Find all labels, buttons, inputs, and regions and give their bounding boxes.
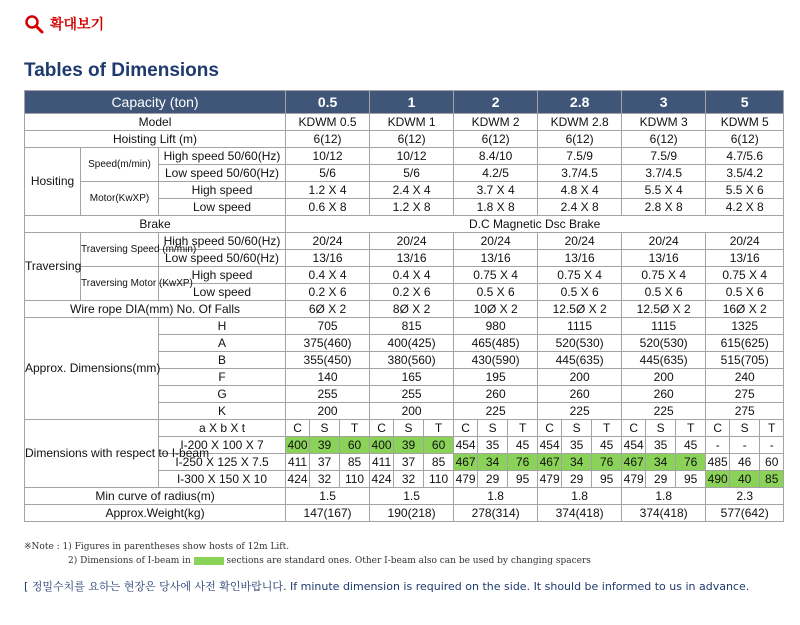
beam-value: 424 [371, 471, 392, 486]
beam-value: 39 [394, 437, 424, 454]
capacity-header: 2 [454, 91, 538, 114]
beam-value: 37 [310, 454, 340, 471]
dimension-label: G [159, 386, 286, 403]
value-cell: 2.8 X 8 [622, 199, 706, 216]
cst-header: T [676, 420, 706, 437]
value-cell: 20/24 [706, 233, 784, 250]
value-cell: 0.75 X 4 [538, 267, 622, 284]
cst-header: S [562, 420, 592, 437]
value-cell: 5.5 X 6 [706, 182, 784, 199]
table-row [25, 505, 784, 522]
beam-value: 29 [646, 471, 676, 488]
capacity-header: 2.8 [538, 91, 622, 114]
dimension-value: 195 [454, 369, 538, 386]
value-cell: 16Ø X 2 [706, 301, 784, 318]
dimension-value: 255 [286, 386, 370, 403]
dimension-value: 980 [454, 318, 538, 335]
value-cell: 20/24 [538, 233, 622, 250]
approx-dimensions-label: Approx. Dimensions(mm) [25, 318, 159, 420]
speed-label: Speed(m/min) [81, 148, 159, 182]
dimension-value: 225 [454, 403, 538, 420]
value-cell: 0.6 X 8 [286, 199, 370, 216]
beam-value: 34 [646, 454, 676, 471]
dimension-value: 1325 [706, 318, 784, 335]
dimension-value: 430(590) [454, 352, 538, 369]
beam-value: 35 [646, 437, 676, 454]
value-cell: 1.5 [370, 488, 454, 505]
low-speed-label: Low speed [159, 199, 286, 216]
capacity-header: 0.5 [286, 91, 370, 114]
table-row [25, 114, 784, 131]
traversing-motor-label: Traversing Motor (KwXP) [81, 267, 159, 301]
dimension-label: H [159, 318, 286, 335]
dimension-value: 380(560) [370, 352, 454, 369]
dimension-value: 200 [538, 369, 622, 386]
value-cell: 3.5/4.2 [706, 165, 784, 182]
beam-value: 34 [478, 454, 508, 471]
beam-value: 37 [394, 454, 424, 471]
cst-header: S [478, 420, 508, 437]
model-cell: KDWM 2 [454, 114, 538, 131]
beam-value: 60 [760, 454, 784, 471]
dimension-value: 375(460) [286, 335, 370, 352]
zoom-view-button[interactable] [24, 14, 104, 34]
note-2-part-a: 2) Dimensions of I-beam in [68, 556, 191, 566]
value-cell: 13/16 [370, 250, 454, 267]
beam-value: 467 [539, 454, 560, 469]
model-cell: KDWM 5 [706, 114, 784, 131]
dimension-value: 445(635) [622, 352, 706, 369]
value-cell: 6(12) [454, 131, 538, 148]
dimension-value: 1115 [538, 318, 622, 335]
beam-value: 35 [478, 437, 508, 454]
value-cell: 13/16 [622, 250, 706, 267]
dimension-value: 275 [706, 386, 784, 403]
value-cell: 0.5 X 6 [538, 284, 622, 301]
model-cell: KDWM 0.5 [286, 114, 370, 131]
dimension-value: 240 [706, 369, 784, 386]
beam-value: 454 [455, 437, 476, 452]
value-cell: 7.5/9 [622, 148, 706, 165]
low-speed-label: Low speed [159, 284, 286, 301]
dimension-label: K [159, 403, 286, 420]
beam-value: 34 [562, 454, 592, 471]
table-row [25, 131, 784, 148]
beam-value: 479 [455, 471, 476, 486]
dimension-value: 520(530) [622, 335, 706, 352]
dimension-value: 165 [370, 369, 454, 386]
brake-label: Brake [25, 216, 286, 233]
value-cell: 3.7/4.5 [622, 165, 706, 182]
value-cell: 1.5 [286, 488, 370, 505]
dimension-value: 445(635) [538, 352, 622, 369]
cst-header: T [424, 420, 454, 437]
value-cell: 10/12 [370, 148, 454, 165]
dimension-value: 200 [286, 403, 370, 420]
value-cell: 20/24 [454, 233, 538, 250]
value-cell: 12.5Ø X 2 [622, 301, 706, 318]
value-cell: 3.7/4.5 [538, 165, 622, 182]
weight-label: Approx.Weight(kg) [25, 505, 286, 522]
model-cell: KDWM 2.8 [538, 114, 622, 131]
low-speed-label: Low speed 50/60(Hz) [159, 250, 286, 267]
table-row [25, 267, 784, 284]
beam-value: 45 [592, 437, 622, 454]
cst-header: S [394, 420, 424, 437]
value-cell: 374(418) [622, 505, 706, 522]
axbxt-label: a X b X t [159, 420, 286, 437]
high-speed-label: High speed [159, 182, 286, 199]
value-cell: 20/24 [622, 233, 706, 250]
beam-value: 454 [623, 437, 644, 452]
beam-value: 110 [424, 471, 454, 488]
value-cell: 6(12) [538, 131, 622, 148]
value-cell: 2.4 X 4 [370, 182, 454, 199]
value-cell: 10/12 [286, 148, 370, 165]
value-cell: 6(12) [286, 131, 370, 148]
radius-label: Min curve of radius(m) [25, 488, 286, 505]
wire-rope-label: Wire rope DIA(mm) No. Of Falls [25, 301, 286, 318]
cst-header: S [730, 420, 760, 437]
high-speed-label: High speed 50/60(Hz) [159, 148, 286, 165]
value-cell: 6(12) [706, 131, 784, 148]
value-cell: 4.7/5.6 [706, 148, 784, 165]
traversing-group-label: Traversing [25, 233, 81, 301]
beam-value: 46 [730, 454, 760, 471]
value-cell: 4.8 X 4 [538, 182, 622, 199]
page-title: Tables of Dimensions [24, 60, 219, 81]
beam-value: 467 [623, 454, 644, 469]
beam-value: 45 [508, 437, 538, 454]
value-cell: 4.2 X 8 [706, 199, 784, 216]
beam-value: 467 [455, 454, 476, 469]
value-cell: 0.75 X 4 [706, 267, 784, 284]
beam-value: - [730, 437, 760, 454]
beam-value: 85 [760, 471, 784, 488]
beam-value: 95 [508, 471, 538, 488]
beam-value: - [760, 437, 784, 454]
table-row [25, 182, 784, 199]
value-cell: 1.8 [622, 488, 706, 505]
beam-value: 95 [592, 471, 622, 488]
beam-value: 85 [340, 454, 370, 471]
beam-label: I-200 X 100 X 7 [159, 437, 286, 454]
beam-value: - [706, 437, 730, 454]
notes [24, 540, 591, 568]
value-cell: 6(12) [622, 131, 706, 148]
dimension-value: 615(625) [706, 335, 784, 352]
value-cell: 0.4 X 4 [286, 267, 370, 284]
beam-label: I-300 X 150 X 10 [159, 471, 286, 488]
dimension-value: 200 [622, 369, 706, 386]
value-cell: 0.5 X 6 [706, 284, 784, 301]
table-row [25, 301, 784, 318]
beam-value: 110 [340, 471, 370, 488]
beam-value: 424 [287, 471, 308, 486]
dimension-value: 275 [706, 403, 784, 420]
value-cell: 278(314) [454, 505, 538, 522]
highlight-swatch [194, 557, 224, 565]
table-row [25, 318, 784, 335]
traversing-speed-label: Traversing Speed (m/min) [81, 233, 159, 267]
value-cell: 12.5Ø X 2 [538, 301, 622, 318]
beam-label: I-250 X 125 X 7.5 [159, 454, 286, 471]
value-cell: 5.5 X 4 [622, 182, 706, 199]
cst-header: C [538, 420, 562, 437]
value-cell: 13/16 [538, 250, 622, 267]
table-row [25, 420, 784, 437]
hoisting-group-label: Hositing [25, 148, 81, 216]
beam-value: 29 [478, 471, 508, 488]
value-cell: 4.2/5 [454, 165, 538, 182]
table-row [25, 216, 784, 233]
cst-header: C [370, 420, 394, 437]
dimensions-table [24, 90, 784, 522]
model-cell: KDWM 1 [370, 114, 454, 131]
value-cell: 190(218) [370, 505, 454, 522]
beam-value: 60 [424, 437, 454, 454]
dimension-value: 355(450) [286, 352, 370, 369]
value-cell: 0.75 X 4 [622, 267, 706, 284]
table-row [25, 91, 784, 114]
motor-label: Motor(KwXP) [81, 182, 159, 216]
beam-value: 39 [310, 437, 340, 454]
dimension-value: 815 [370, 318, 454, 335]
dimension-value: 255 [370, 386, 454, 403]
cst-header: S [310, 420, 340, 437]
value-cell: 10Ø X 2 [454, 301, 538, 318]
dimension-label: A [159, 335, 286, 352]
value-cell: 1.2 X 4 [286, 182, 370, 199]
model-cell: KDWM 3 [622, 114, 706, 131]
high-speed-label: High speed [159, 267, 286, 284]
beam-value: 76 [508, 454, 538, 471]
dimension-value: 260 [454, 386, 538, 403]
dimension-value: 225 [622, 403, 706, 420]
note-2-part-b: sections are standard ones. Other I-beam also can be used by changing spacers [226, 556, 591, 566]
dimension-label: F [159, 369, 286, 386]
capacity-header-label: Capacity (ton) [25, 91, 286, 114]
beam-value: 400 [371, 437, 392, 452]
value-cell: 0.2 X 6 [370, 284, 454, 301]
cst-header: C [706, 420, 730, 437]
beam-value: 95 [676, 471, 706, 488]
value-cell: 13/16 [454, 250, 538, 267]
value-cell: 1.8 X 8 [454, 199, 538, 216]
value-cell: 0.5 X 6 [622, 284, 706, 301]
value-cell: 5/6 [370, 165, 454, 182]
beam-value: 479 [623, 471, 644, 486]
beam-value: 29 [562, 471, 592, 488]
beam-value: 485 [707, 454, 728, 469]
dimension-value: 200 [370, 403, 454, 420]
value-cell: 0.75 X 4 [454, 267, 538, 284]
table-row [25, 148, 784, 165]
value-cell: 3.7 X 4 [454, 182, 538, 199]
value-cell: 1.2 X 8 [370, 199, 454, 216]
value-cell: 8.4/10 [454, 148, 538, 165]
value-cell: 0.2 X 6 [286, 284, 370, 301]
value-cell: 13/16 [706, 250, 784, 267]
value-cell: 147(167) [286, 505, 370, 522]
value-cell: 2.4 X 8 [538, 199, 622, 216]
dimension-label: B [159, 352, 286, 369]
value-cell: 374(418) [538, 505, 622, 522]
value-cell: 0.5 X 6 [454, 284, 538, 301]
capacity-header: 5 [706, 91, 784, 114]
zoom-label: 확대보기 [50, 17, 105, 33]
beam-value: 32 [394, 471, 424, 488]
dimension-value: 515(705) [706, 352, 784, 369]
cst-header: C [622, 420, 646, 437]
beam-value: 35 [562, 437, 592, 454]
table-row [25, 488, 784, 505]
capacity-header: 1 [370, 91, 454, 114]
dimension-value: 520(530) [538, 335, 622, 352]
beam-value: 490 [707, 471, 728, 486]
lift-label: Hoisting Lift (m) [25, 131, 286, 148]
note-2 [24, 554, 591, 568]
value-cell: 2.3 [706, 488, 784, 505]
beam-value: 400 [287, 437, 308, 452]
beam-value: 411 [286, 454, 310, 471]
beam-value: 411 [370, 454, 394, 471]
cst-header: T [508, 420, 538, 437]
dimension-value: 225 [538, 403, 622, 420]
beam-value: 40 [730, 471, 760, 488]
cst-header: C [454, 420, 478, 437]
beam-value: 60 [340, 437, 370, 454]
value-cell: 1.8 [454, 488, 538, 505]
beam-value: 76 [592, 454, 622, 471]
high-speed-label: High speed 50/60(Hz) [159, 233, 286, 250]
value-cell: 6(12) [370, 131, 454, 148]
magnifier-icon [24, 14, 44, 34]
value-cell: 6Ø X 2 [286, 301, 370, 318]
low-speed-label: Low speed 50/60(Hz) [159, 165, 286, 182]
brake-value: D.C Magnetic Dsc Brake [286, 216, 784, 233]
dimension-value: 260 [538, 386, 622, 403]
cst-header: T [340, 420, 370, 437]
value-cell: 8Ø X 2 [370, 301, 454, 318]
advance-notice: [ 정밀수치를 요하는 현장은 당사에 사전 확인바랍니다. If minute dimension is required on the side. It should be informed to us in advance. [24, 580, 750, 593]
beam-value: 454 [539, 437, 560, 452]
dimension-value: 465(485) [454, 335, 538, 352]
value-cell: 1.8 [538, 488, 622, 505]
cst-header: S [646, 420, 676, 437]
value-cell: 20/24 [370, 233, 454, 250]
cst-header: T [592, 420, 622, 437]
note-1: ※Note : 1) Figures in parentheses show hosts of 12m Lift. [24, 542, 290, 552]
dimension-value: 140 [286, 369, 370, 386]
beam-value: 479 [539, 471, 560, 486]
dimension-value: 400(425) [370, 335, 454, 352]
value-cell: 577(642) [706, 505, 784, 522]
model-label: Model [25, 114, 286, 131]
value-cell: 7.5/9 [538, 148, 622, 165]
beam-value: 45 [676, 437, 706, 454]
cst-header: C [286, 420, 310, 437]
value-cell: 0.4 X 4 [370, 267, 454, 284]
dimension-value: 705 [286, 318, 370, 335]
capacity-header: 3 [622, 91, 706, 114]
table-row [25, 233, 784, 250]
beam-value: 76 [676, 454, 706, 471]
ibeam-label: Dimensions with respect to I-beam [25, 420, 159, 488]
beam-value: 85 [424, 454, 454, 471]
beam-value: 32 [310, 471, 340, 488]
cst-header: T [760, 420, 784, 437]
value-cell: 20/24 [286, 233, 370, 250]
value-cell: 5/6 [286, 165, 370, 182]
dimension-value: 1115 [622, 318, 706, 335]
dimension-value: 260 [622, 386, 706, 403]
value-cell: 13/16 [286, 250, 370, 267]
